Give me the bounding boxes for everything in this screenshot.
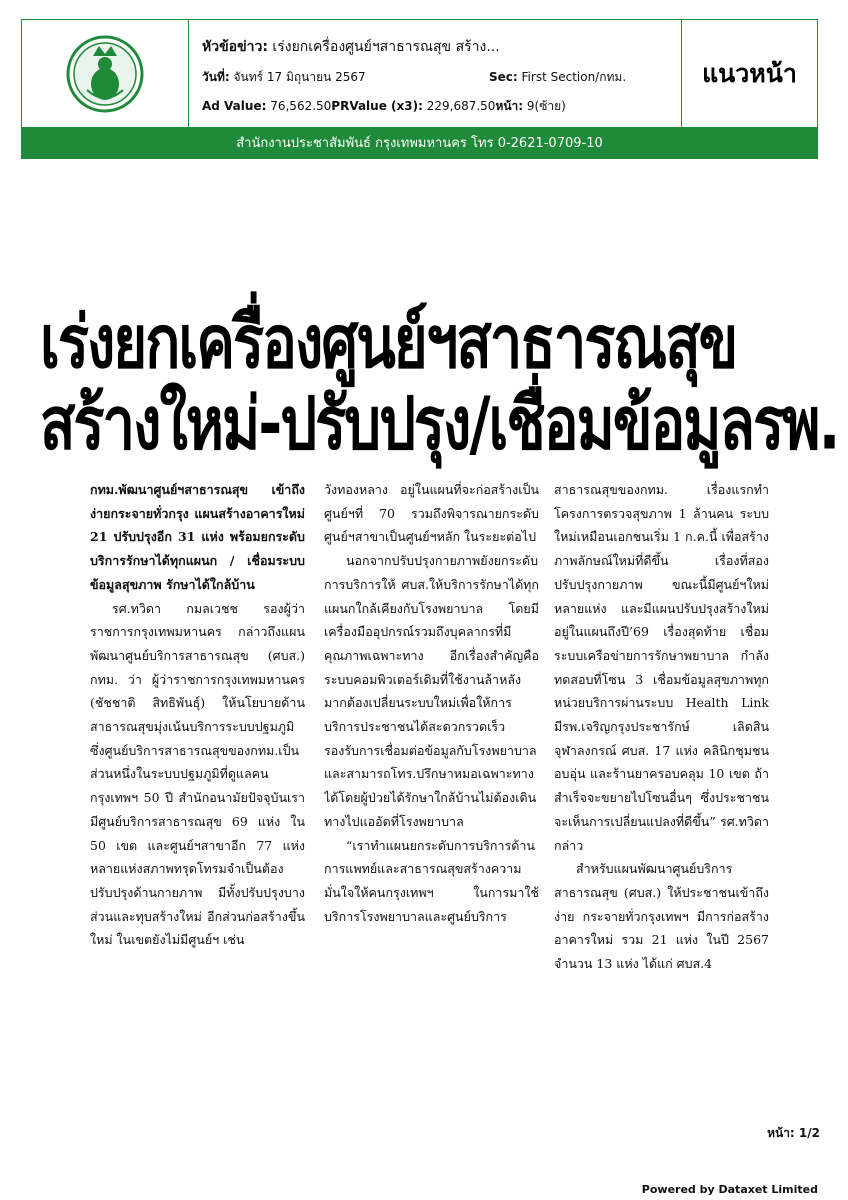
- article-paragraph: สำหรับแผนพัฒนาศูนย์บริการสาธารณสุข (ศบส.) ให้ประชาชนเข้าถึงง่าย กระจายทั่วกรุงเทพฯ มีการก่อสร้างอาคารใหม่ รวม 21 แห่ง ในปี 2567 จำนวน 13 แห่ง ได้แก่ ศบส.4: [554, 861, 769, 972]
- page-value: 9(ซ้าย): [526, 99, 566, 113]
- date-label: วันที่:: [202, 70, 230, 84]
- clipping-info: [189, 20, 682, 128]
- article-paragraph: วังทองหลาง อยู่ในแผนที่จะก่อสร้างเป็นศูนย์ฯที่ 70 รวมถึงพิจารณายกระดับศูนย์ฯสาขาเป็นศูนย์ฯหลัก ในระยะต่อไป: [324, 482, 539, 545]
- article-column-1: [90, 478, 305, 990]
- article-column-3: [554, 478, 769, 990]
- article-title: [40, 299, 839, 466]
- article-column-2: [324, 478, 539, 990]
- section-row: [489, 68, 626, 87]
- article-paragraph: นอกจากปรับปรุงกายภาพยังยกระดับการบริการให้ ศบส.ให้บริการรักษาได้ทุกแผนกใกล้เคียงกับโรงพยาบาล โดยมีเครื่องมืออุปกรณ์รวมถึงบุคลากรที่มีคุณภาพเฉพาะทาง อีกเรื่องสำคัญคือ ระบบคอมพิวเตอร์เดิมที่ใช้งานล้าหลังมากต้องเปลี่ยนระบบใหม่เพื่อให้การบริการประชาชนได้สะดวกรวดเร็ว รองรับการเชื่อมต่อข้อมูลกับโรงพยาบาล และสามารถโทร.ปรึกษาหมอเฉพาะทางได้โดยผู้ป่วยได้รักษาใกล้บ้านไม่ต้องเดินทางไปแออัดที่โรงพยาบาล: [324, 553, 539, 829]
- pr-value-label: PRValue (x3):: [331, 99, 423, 113]
- newspaper-name: แนวหน้า: [702, 59, 797, 88]
- ad-value: 76,562.50: [270, 99, 332, 113]
- article-quote: “เราทำแผนยกระดับการบริการด้านการแพทย์และสาธารณสุขสร้างความมั่นใจให้คนกรุงเทพฯ ในการมาใช้บริการโรงพยาบาลและศูนย์บริการ: [324, 837, 539, 924]
- clipping-header: [21, 19, 818, 159]
- pr-value: 229,687.50: [426, 99, 496, 113]
- article-body: [90, 478, 773, 990]
- sec-value: First Section/กทม.: [521, 70, 627, 84]
- article-lead: กทม.พัฒนาศูนย์ฯสาธารณสุข เข้าถึงง่ายกระจายทั่วกรุง แผนสร้างอาคารใหม่ 21 ปรับปรุงอีก 31 แห่ง พร้อมยกระดับบริการรักษาได้ทุกแผนก / เชื่อมระบบข้อมูลสุขภาพ รักษาได้ใกล้บ้าน: [90, 482, 305, 592]
- headline-label: หัวข้อข่าว:: [202, 39, 268, 55]
- page-label: หน้า:: [495, 99, 524, 113]
- powered-by: Powered by Dataxet Limited: [641, 1183, 818, 1196]
- value-row: [202, 97, 566, 116]
- headline-row: [202, 36, 500, 58]
- office-contact-bar: สำนักงานประชาสัมพันธ์ กรุงเทพมหานคร โทร 0-2621-0709-10: [22, 127, 817, 158]
- date-row: [202, 68, 366, 87]
- bma-logo-cell: [22, 20, 189, 128]
- ad-value-label: Ad Value:: [202, 99, 267, 113]
- article-title-line2: สร้างใหม่-ปรับปรุง/เชื่อมข้อมูลรพ.: [40, 380, 839, 466]
- article-paragraph: รศ.ทวิดา กมลเวชช รองผู้ว่าราชการกรุงเทพมหานคร กล่าวถึงแผนพัฒนาศูนย์บริการสาธารณสุข (ศบส.) กทม. ว่า ผู้ว่าราชการกรุงเทพมหานคร (ชัชชาติ สิทธิพันธุ์) ให้นโยบายด้านสาธารณสุขมุ่งเน้นบริการระบบปฐมภูมิ ซึ่งศูนย์บริการสาธารณสุขของกทม.เป็นส่วนหนึ่งในระบบปฐมภูมิที่ดูแลคนกรุงเทพฯ 50 ปี สำนักอนามัยปัจจุบันเรามีศูนย์บริการสาธารณสุข 69 แห่ง ใน 50 เขต และศูนย์ฯสาขาอีก 77 แห่ง หลายแห่งสภาพทรุดโทรมจำเป็นต้องปรับปรุงด้านกายภาพ มีทั้งปรับปรุงบางส่วนและทุบสร้างใหม่ อีกส่วนก่อสร้างขึ้นใหม่ ในเขตยังไม่มีศูนย์ฯ เช่น: [90, 600, 305, 948]
- page-indicator: หน้า: 1/2: [767, 1126, 820, 1140]
- article-title-line1: เร่งยกเครื่องศูนย์ฯสาธารณสุข: [40, 299, 737, 385]
- date-value: จันทร์ 17 มิถุนายน 2567: [233, 70, 366, 84]
- headline-value: เร่งยกเครื่องศูนย์ฯสาธารณสุข สร้าง...: [272, 39, 500, 55]
- article-paragraph: สาธารณสุขของกทม. เรื่องแรกทำโครงการตรวจสุขภาพ 1 ล้านคน ระบบใหม่เหมือนเอกชนเริ่ม 1 ก.ค.นี้ เพื่อสร้างภาพลักษณ์ใหม่ที่ดีขึ้น เรื่องที่สอง ปรับปรุงกายภาพ ขณะนี้มีศูนย์ฯใหม่หลายแห่ง และมีแผนปรับปรุงสร้างใหม่อยู่ในแผนถึงปี’69 เรื่องสุดท้าย เชื่อมระบบเครือข่ายการรักษาพยาบาล กำลังทดสอบที่โซน 3 เชื่อมข้อมูลสุขภาพทุกหน่วยบริการผ่านระบบ Health Link มีรพ.เจริญกรุงประชารักษ์ เลิดสิน จุฬาลงกรณ์ ศบส. 17 แห่ง คลินิกชุมชนอบอุ่น และร้านยาครอบคลุม 10 เขต ถ้าสำเร็จจะขยายไปโซนอื่นๆ ซึ่งประชาชนจะเห็นการเปลี่ยนแปลงที่ดีขึ้น” รศ.ทวิดา กล่าว: [554, 482, 769, 853]
- sec-label: Sec:: [489, 70, 518, 84]
- bma-seal-logo: [65, 34, 145, 114]
